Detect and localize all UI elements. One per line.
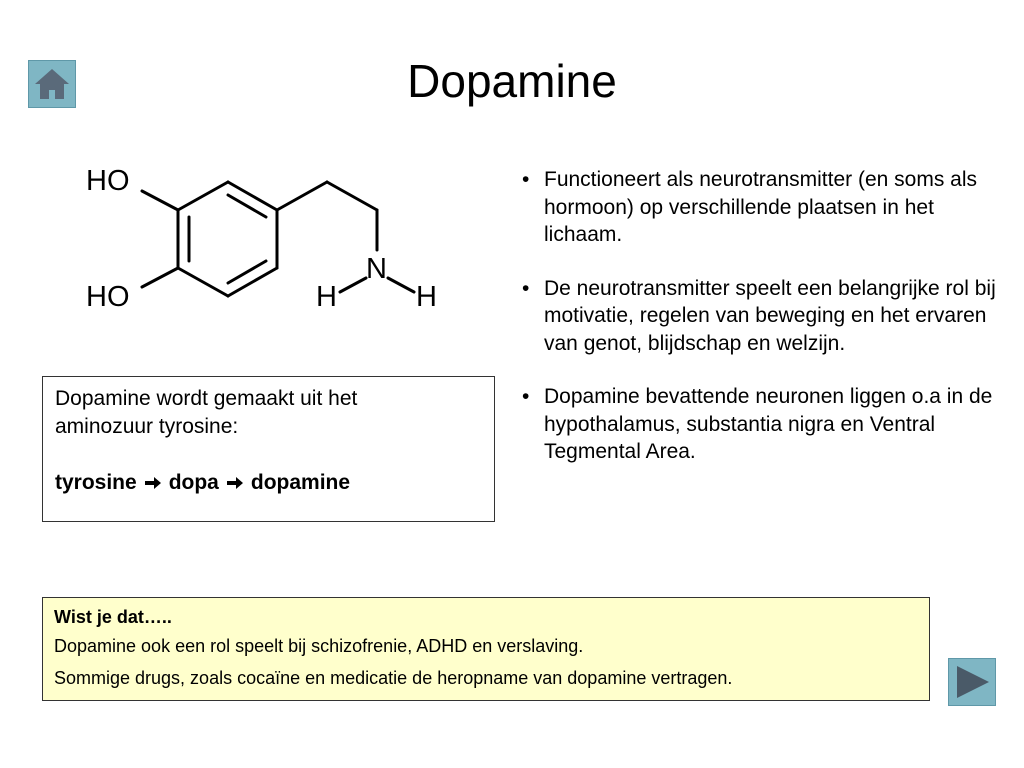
nitrogen-label: N [366, 253, 387, 285]
bullet-item: • De neurotransmitter speelt een belangrijke rol bij motivatie, regelen van beweging en het ervaren van genot, blijdschap en welzijn. [522, 276, 996, 355]
hydroxyl-bottom-label: HO [86, 281, 130, 313]
bullet-item: • Dopamine bevattende neuronen liggen o.a in de hypothalamus, substantia nigra en Ventral Tegmental Area. [522, 385, 993, 463]
bullet-text: De neurotransmitter speelt een belangrijke rol bij motivatie, regelen van beweging en het ervaren van genot, blijdschap en welzijn. [544, 276, 996, 355]
hydrogen-left-label: H [316, 281, 337, 313]
bullet-item: • Functioneert als neurotransmitter (en soms als hormoon) op verschillende plaatsen in het lichaam. [522, 168, 978, 246]
dopamine-structure-diagram [70, 150, 470, 320]
info-line-1: Dopamine wordt gemaakt uit het [55, 387, 358, 410]
play-next-icon [949, 659, 995, 705]
fact-line-2: Sommige drugs, zoals cocaïne en medicatie de heropname van dopamine vertragen. [54, 668, 733, 688]
arrow-right-icon [145, 475, 161, 491]
formula-dopa: dopa [168, 471, 219, 494]
page-title: Dopamine [407, 55, 617, 107]
arrow-right-icon [227, 475, 243, 491]
hydrogen-right-label: H [416, 281, 437, 313]
bullet-text: Functioneert als neurotransmitter (en soms als hormoon) op verschillende plaatsen in het lichaam. [544, 168, 978, 246]
info-line-2: aminozuur tyrosine: [55, 415, 239, 438]
next-slide-button[interactable] [948, 658, 996, 706]
synthesis-info-box [42, 376, 495, 522]
did-you-know-box [42, 597, 930, 701]
synthesis-formula [55, 469, 482, 497]
formula-dopamine: dopamine [250, 471, 351, 494]
fact-line-1: Dopamine ook een rol speelt bij schizofrenie, ADHD en verslaving. [54, 636, 584, 656]
did-you-know-heading: Wist je dat….. [54, 607, 172, 627]
bullet-text: Dopamine bevattende neuronen liggen o.a in de hypothalamus, substantia nigra en Ventral Tegmental Area. [544, 385, 993, 463]
formula-tyrosine: tyrosine [55, 471, 137, 494]
hydroxyl-top-label: HO [86, 165, 130, 197]
bullet-list [520, 166, 1000, 492]
